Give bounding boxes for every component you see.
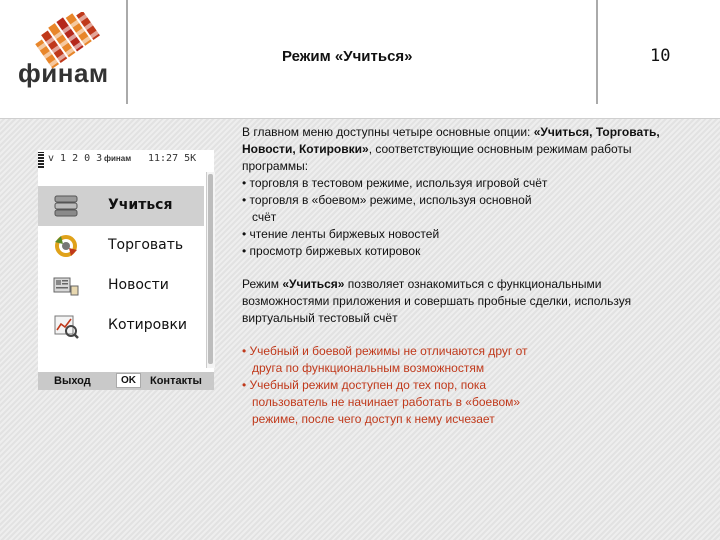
bullet-2-continued: счёт [252, 210, 277, 224]
intro-end: , соответствующие основным режимам работы программы: [242, 142, 632, 173]
menu-item-quotes[interactable] [38, 306, 204, 346]
menu-label-quotes: Котировки [108, 317, 188, 333]
header-bottom-line [0, 118, 720, 119]
page-title: Режим «Учиться» [282, 48, 413, 65]
menu-item-trade[interactable] [38, 226, 204, 266]
softkey-ok[interactable]: OK [116, 373, 141, 388]
logo-text: финам [18, 58, 109, 88]
note-line-5: режиме, после чего доступ к нему исчезает [252, 412, 495, 426]
mode-paragraph [242, 276, 688, 327]
note-line-1: • Учебный и боевой режимы не отличаются друг от [242, 344, 528, 358]
status-bar [38, 150, 214, 170]
menu-item-news[interactable] [38, 266, 204, 306]
intro-paragraph [242, 124, 688, 175]
version-label: v 1 2 0 3 [48, 153, 103, 164]
mode-start: Режим [242, 277, 279, 291]
menu-scrollbar[interactable] [206, 172, 215, 368]
description-text [242, 124, 688, 428]
note-line-2: друга по функциональным возможностям [252, 361, 485, 375]
trade-arrows-icon [52, 232, 80, 260]
header-divider-right [596, 0, 598, 104]
menu-label-learn: Учиться [108, 197, 173, 213]
menu-item-learn[interactable] [38, 186, 204, 226]
note-line-3: • Учебный режим доступен до тех пор, пока [242, 378, 487, 392]
status-time: 11:27 5K [148, 153, 197, 164]
news-icon [52, 272, 80, 300]
main-menu [38, 186, 204, 346]
bullet-4: • просмотр биржевых котировок [242, 244, 421, 258]
softkey-contacts[interactable]: Контакты [150, 375, 202, 387]
note-line-4: пользователь не начинает работать в «боевом» [252, 395, 521, 409]
signal-icon [38, 152, 44, 168]
chart-magnifier-icon [52, 312, 80, 340]
scrollbar-thumb[interactable] [208, 174, 213, 364]
bullet-1: • торговля в тестовом режиме, используя игровой счёт [242, 176, 548, 190]
intro-text: В главном меню доступны четыре основные опции: [242, 125, 531, 139]
phone-screen [38, 150, 214, 390]
menu-label-news: Новости [108, 277, 169, 293]
slide-header [0, 0, 720, 118]
bullet-2: • торговля в «боевом» режиме, используя основной [242, 193, 532, 207]
softkey-exit[interactable]: Выход [54, 375, 91, 387]
intro-bold: «Учиться, Торговать, Новости, Котировки» [242, 125, 660, 156]
softkey-bar [38, 372, 214, 390]
mode-end: позволяет ознакомиться с функциональными возможностями приложения и совершать пробные сделки, используя виртуальный тестовый счёт [242, 277, 632, 325]
mode-bold: «Учиться» [282, 277, 345, 291]
status-brand: финам [104, 154, 132, 163]
notes-block [242, 343, 688, 428]
books-icon [52, 192, 80, 220]
page-number: 10 [650, 46, 671, 66]
menu-label-trade: Торговать [108, 237, 184, 253]
header-divider-left [126, 0, 128, 104]
bullet-3: • чтение ленты биржевых новостей [242, 227, 440, 241]
